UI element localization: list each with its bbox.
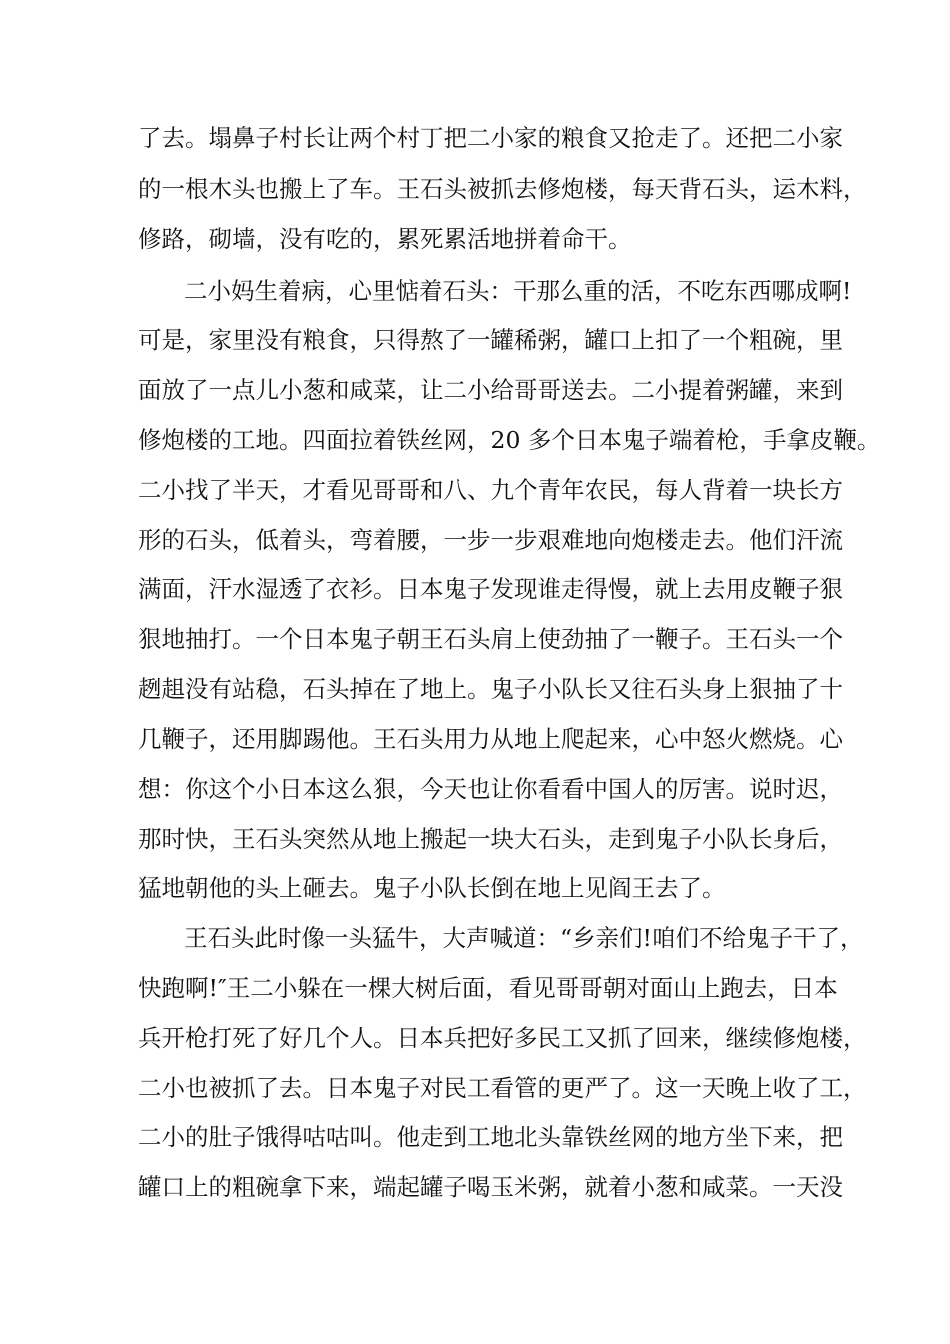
- text-line: 可是，家里没有粮食，只得熬了一罐稀粥，罐口上扣了一个粗碗，里: [138, 326, 843, 354]
- text-line: 二小妈生着病，心里惦着石头：干那么重的活，不吃东西哪成啊!: [184, 277, 852, 305]
- text-line: 狠地抽打。一个日本鬼子朝王石头肩上使劲抽了一鞭子。王石头一个: [138, 625, 843, 653]
- text-line: 了去。塌鼻子村长让两个村丁把二小家的粮食又抢走了。还把二小家: [138, 124, 843, 152]
- text-line: 那时快，王石头突然从地上搬起一块大石头，走到鬼子小队长身后，: [138, 825, 843, 853]
- text-line: 的一根木头也搬上了车。王石头被抓去修炮楼，每天背石头，运木料，: [138, 175, 867, 203]
- text-line: 罐口上的粗碗拿下来，端起罐子喝玉米粥，就着小葱和咸菜。一天没: [138, 1173, 843, 1201]
- text-line: 快跑啊!″王二小躲在一棵大树后面，看见哥哥朝对面山上跑去，日本: [138, 974, 838, 1002]
- text-line: 修路，砌墙，没有吃的，累死累活地拼着命干。: [138, 225, 632, 253]
- text-line: 满面，汗水湿透了衣衫。日本鬼子发现谁走得慢，就上去用皮鞭子狠: [138, 575, 843, 603]
- text-line: 几鞭子，还用脚踢他。王石头用力从地上爬起来，心中怒火燃烧。心: [138, 725, 843, 753]
- text-line: 王石头此时像一头猛牛，大声喊道：“乡亲们!咱们不给鬼子干了，: [184, 924, 864, 952]
- text-line: 面放了一点儿小葱和咸菜，让二小给哥哥送去。二小提着粥罐，来到: [138, 376, 843, 404]
- text-line: 二小找了半天，才看见哥哥和八、九个青年农民，每人背着一块长方: [138, 476, 843, 504]
- text-line: 形的石头，低着头，弯着腰，一步一步艰难地向炮楼走去。他们汗流: [138, 526, 843, 554]
- text-line: 趔趄没有站稳，石头掉在了地上。鬼子小队长又往石头身上狠抽了十: [138, 675, 843, 703]
- text-line: 兵开枪打死了好几个人。日本兵把好多民工又抓了回来，继续修炮楼，: [138, 1024, 867, 1052]
- text-line: 二小也被抓了去。日本鬼子对民工看管的更严了。这一天晚上收了工，: [138, 1074, 867, 1102]
- text-line: 二小的肚子饿得咕咕叫。他走到工地北头靠铁丝网的地方坐下来，把: [138, 1123, 843, 1151]
- text-line: 想：你这个小日本这么狠，今天也让你看看中国人的厉害。说时迟，: [138, 775, 843, 803]
- text-line: 修炮楼的工地。四面拉着铁丝网，20 多个日本鬼子端着枪，手拿皮鞭。: [138, 426, 881, 454]
- text-line: 猛地朝他的头上砸去。鬼子小队长倒在地上见阎王去了。: [138, 874, 726, 902]
